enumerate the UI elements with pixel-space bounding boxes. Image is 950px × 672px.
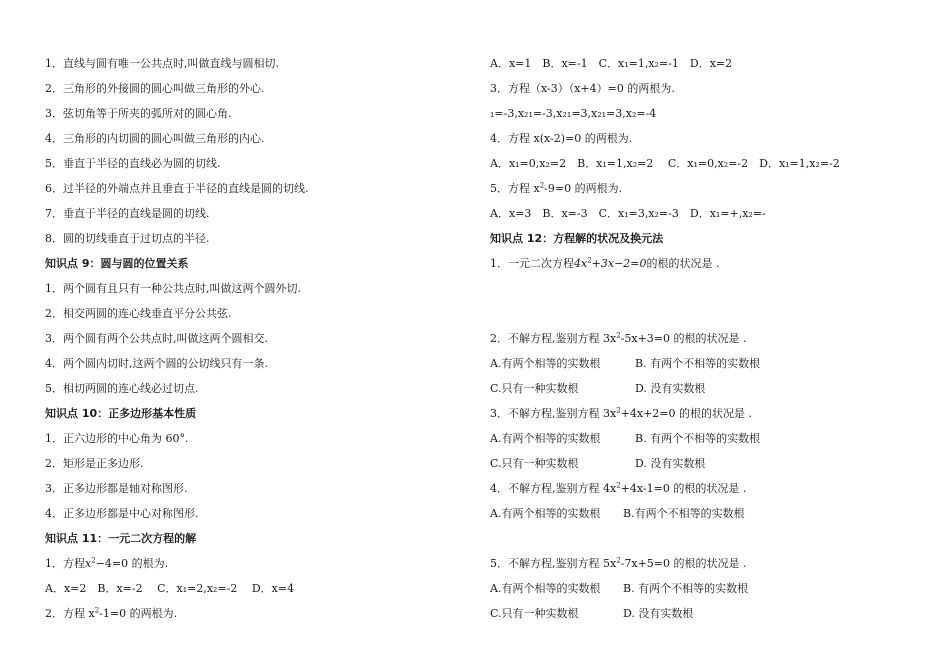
- statement-1: 1．直线与圆有唯一公共点时,叫做直线与圆相切.: [45, 57, 279, 70]
- statement-6: 6．过半径的外端点并且垂直于半径的直线是圆的切线.: [45, 182, 309, 195]
- left-column: [45, 51, 465, 626]
- p5-exponent: 2: [616, 556, 621, 565]
- statement-9-4: 4．两个圆内切时,这两个圆的公切线只有一条.: [45, 357, 268, 370]
- p4-suffix: +4x-1=0 的根的状况是 .: [620, 482, 747, 495]
- p2-suffix: -5x+3=0 的根的状况是 .: [620, 332, 747, 345]
- statement-3: 3．弦切角等于所夹的弧所对的圆心角.: [45, 107, 232, 120]
- statement-8: 8．圆的切线垂直于过切点的半径.: [45, 232, 210, 245]
- question-11-1: [45, 551, 465, 576]
- question-11-5: [490, 176, 930, 201]
- question-11-4-options: A．x₁=0,x₂=2 B．x₁=1,x₂=2 C．x₁=0,x₂=-2 D．x₁=1,x₂=-2: [490, 157, 840, 170]
- p4-option-a: A.有两个相等的实数根: [490, 507, 601, 520]
- p1-equation-rest: +3x−2=0: [591, 257, 647, 270]
- section-heading-9: 知识点 9：圆与圆的位置关系: [45, 257, 189, 270]
- statement-5: 5．垂直于半径的直线必为圆的切线.: [45, 157, 221, 170]
- p3-exponent: 2: [616, 406, 621, 415]
- question-11-4: 4．方程 x(x-2)=0 的两根为.: [490, 132, 633, 145]
- p1-prefix: 1．一元二次方程: [490, 257, 574, 270]
- p5-option-a: A.有两个相等的实数根: [490, 582, 601, 595]
- p5-option-b: B. 有两个不相等的实数根: [623, 582, 749, 595]
- q2-prefix: 2．方程 x: [45, 607, 95, 620]
- question-12-1: [490, 251, 930, 276]
- statement-9-3: 3．两个圆有两个公共点时,叫做这两个圆相交.: [45, 332, 268, 345]
- question-11-1-options: A．x=2 B．x=-2 C．x₁=2,x₂=-2 D．x=4: [45, 582, 295, 595]
- question-12-4-options-ab: [490, 501, 930, 526]
- right-column: [490, 51, 930, 626]
- question-12-3: [490, 401, 930, 426]
- p3-option-d: D. 没有实数根: [635, 457, 706, 470]
- p2-exponent: 2: [616, 331, 621, 340]
- p2-prefix: 2．不解方程,鉴别方程 3x: [490, 332, 617, 345]
- question-12-5: [490, 551, 930, 576]
- question-11-3-options: ₁=-3,x₂₁=-3,x₂₁=3,x₂₁=3,x₂=-4: [490, 107, 657, 120]
- question-12-5-options-ab: [490, 576, 930, 601]
- question-12-2: [490, 326, 930, 351]
- p4-prefix: 4．不解方程,鉴别方程 4x: [490, 482, 617, 495]
- question-11-5-options: A．x=3 B．x=-3 C．x₁=3,x₂=-3 D．x₁=+,x₂=-: [490, 207, 766, 220]
- p2-option-b: B. 有两个不相等的实数根: [635, 357, 761, 370]
- p2-option-a: A.有两个相等的实数根: [490, 357, 601, 370]
- statement-2: 2．三角形的外接圆的圆心叫做三角形的外心.: [45, 82, 265, 95]
- question-12-3-options-cd: [490, 451, 930, 476]
- p5-option-c: C.只有一种实数根: [490, 607, 579, 620]
- p5-suffix: -7x+5=0 的根的状况是 .: [620, 557, 747, 570]
- p5-option-d: D. 没有实数根: [623, 607, 694, 620]
- section-heading-12: 知识点 12：方程解的状况及换元法: [490, 232, 664, 245]
- section-heading-11: 知识点 11：一元二次方程的解: [45, 532, 197, 545]
- statement-10-3: 3．正多边形都是轴对称图形.: [45, 482, 188, 495]
- p3-prefix: 3．不解方程,鉴别方程 3x: [490, 407, 617, 420]
- statement-9-5: 5．相切两圆的连心线必过切点.: [45, 382, 199, 395]
- q1-variable: x: [85, 557, 92, 570]
- question-12-3-options-ab: [490, 426, 930, 451]
- statement-4: 4．三角形的内切圆的圆心叫做三角形的内心.: [45, 132, 265, 145]
- question-11-3: 3．方程（x-3）（x+4）=0 的两根为.: [490, 82, 675, 95]
- p5-prefix: 5．不解方程,鉴别方程 5x: [490, 557, 617, 570]
- question-12-2-options-ab: [490, 351, 930, 376]
- q1-prefix: 1．方程: [45, 557, 85, 570]
- question-12-5-options-cd: [490, 601, 930, 626]
- statement-7: 7．垂直于半径的直线是圆的切线.: [45, 207, 210, 220]
- q2-suffix: -1=0 的两根为.: [99, 607, 178, 620]
- spacer: [490, 526, 930, 551]
- p3-suffix: +4x+2=0 的根的状况是 .: [620, 407, 753, 420]
- q2-exponent: 2: [94, 606, 100, 615]
- r6-exponent: 2: [539, 181, 545, 190]
- statement-10-1: 1．正六边形的中心角为 60°.: [45, 432, 189, 445]
- p1-equation: 4x: [574, 257, 588, 270]
- section-heading-10: 知识点 10：正多边形基本性质: [45, 407, 197, 420]
- statement-10-2: 2．矩形是正多边形.: [45, 457, 144, 470]
- question-12-4: [490, 476, 930, 501]
- p3-option-c: C.只有一种实数根: [490, 457, 579, 470]
- statement-9-1: 1．两个圆有且只有一种公共点时,叫做这两个圆外切.: [45, 282, 301, 295]
- p3-option-b: B. 有两个不相等的实数根: [635, 432, 761, 445]
- question-11-2: [45, 601, 465, 626]
- p2-option-c: C.只有一种实数根: [490, 382, 579, 395]
- r6-suffix: -9=0 的两根为.: [544, 182, 623, 195]
- question-12-2-options-cd: [490, 376, 930, 401]
- q1-suffix: −4=0 的根为.: [95, 557, 169, 570]
- statement-9-2: 2．相交两圆的连心线垂直平分公共弦.: [45, 307, 232, 320]
- r6-prefix: 5．方程 x: [490, 182, 540, 195]
- question-11-2-options: A．x=1 B．x=-1 C．x₁=1,x₂=-1 D．x=2: [490, 57, 733, 70]
- p1-exponent: 2: [587, 256, 592, 265]
- statement-10-4: 4．正多边形都是中心对称图形.: [45, 507, 199, 520]
- spacer: [490, 276, 930, 326]
- p4-exponent: 2: [616, 481, 621, 490]
- p3-option-a: A.有两个相等的实数根: [490, 432, 601, 445]
- p2-option-d: D. 没有实数根: [635, 382, 706, 395]
- p1-suffix: 的根的状况是 .: [646, 257, 720, 270]
- q1-exponent: 2: [91, 556, 96, 565]
- p4-option-b: B.有两个不相等的实数根: [623, 507, 745, 520]
